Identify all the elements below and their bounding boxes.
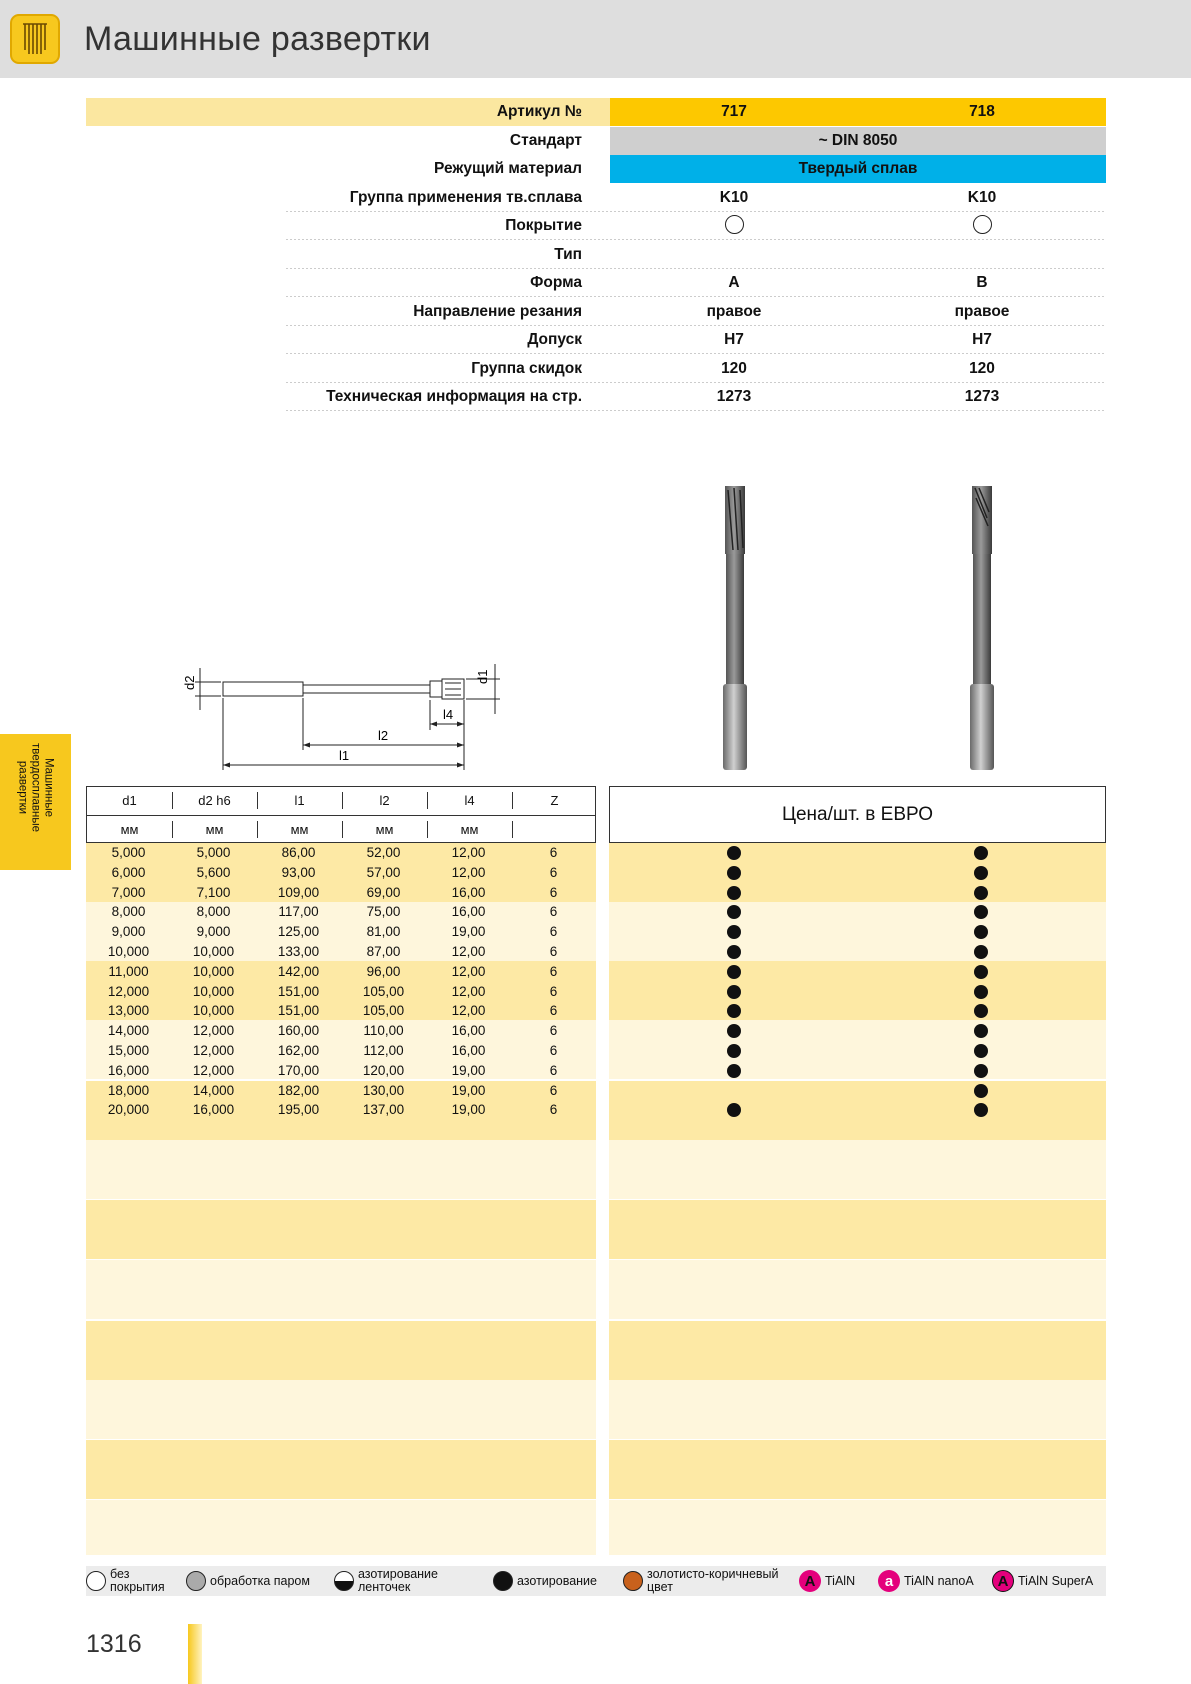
table-band [86,1140,596,1199]
legend-label: золотисто-коричневый цвет [647,1567,779,1594]
col-header-d1: d1 [122,793,137,808]
side-tab-line: Машинные [42,757,55,818]
spec-label: Артикул № [496,103,582,120]
direction-718: правое [954,303,1010,320]
table-band [86,1260,596,1319]
spec-row-discount [86,355,1106,383]
side-tab-label [16,723,55,853]
table-cell: 160,00 [277,1023,320,1039]
gold-brown-icon [623,1571,643,1591]
legend-item-uncoated [86,1566,180,1596]
table-cell: 120,00 [362,1062,405,1078]
table-cell: 12,000 [192,1043,235,1058]
table-cell: 10,000 [192,944,235,959]
group-717: K10 [719,189,749,206]
table-cell: 151,00 [277,1003,320,1019]
table-band [86,1380,596,1439]
table-cell: 112,00 [363,1043,404,1058]
table-band [609,1500,1106,1555]
table-cell: 130,00 [362,1082,405,1098]
form-717: A [728,274,740,291]
table-cell: 7,000 [111,884,146,900]
availability-dot-718 [974,866,988,880]
table-cell: 6 [549,864,558,880]
divider [286,410,1106,411]
uncoated-icon [86,1571,106,1591]
table-cell: 6 [549,1023,558,1039]
table-cell: 18,000 [107,1082,150,1098]
standard-value: ~ DIN 8050 [610,127,1106,155]
table-cell: 5,000 [196,845,231,860]
table-cell: 162,00 [277,1043,320,1058]
table-band [609,961,1106,1020]
table-cell: 8,000 [111,904,146,920]
group-718: K10 [967,189,997,206]
table-cell: 19,00 [451,1082,486,1098]
availability-dot-718 [974,965,988,979]
col-header-l2: l2 [379,793,390,808]
table-cell: 86,00 [281,845,316,860]
availability-dot-718 [974,1064,988,1078]
table-cell: 12,000 [192,1062,235,1078]
table-cell: 105,00 [362,1003,405,1019]
table-cell: 110,00 [363,1023,404,1039]
legend-label: TiAlN nanoA [904,1574,974,1588]
table-cell: 6 [549,1082,558,1098]
table-cell: 6 [549,884,558,900]
table-cell: 6 [549,1043,558,1058]
reamer-technical-drawing [175,650,505,775]
availability-dot-718 [974,886,988,900]
table-cell: 19,00 [451,1102,486,1118]
table-cell: 12,00 [451,983,486,999]
table-cell: 96,00 [366,963,401,979]
table-cell: 151,00 [277,983,320,999]
price-table-header [609,786,1106,843]
table-cell: 195,00 [277,1102,320,1118]
table-cell: 16,000 [192,1102,235,1118]
table-cell: 6 [549,1102,558,1118]
table-cell: 125,00 [277,924,320,940]
table-cell: 12,00 [451,845,486,860]
availability-dot-718 [974,1084,988,1098]
table-cell: 69,00 [366,884,401,900]
article-718: 718 [969,103,995,120]
table-cell: 16,00 [451,884,486,900]
table-band [86,1500,596,1555]
table-cell: 93,00 [281,864,316,880]
page-accent-bar [188,1624,202,1684]
price-header-label: Цена/шт. в ЕВРО [781,804,934,825]
col-divider [512,821,513,838]
availability-dot-717 [727,985,741,999]
reamer-717-image [700,484,770,774]
l1-label: l1 [339,748,350,763]
col-divider [172,792,173,809]
page-number: 1316 [86,1630,142,1658]
legend-label: азотирование ленточек [358,1567,438,1594]
tolerance-718: H7 [972,331,992,348]
table-band [86,1321,596,1380]
col-header-z: Z [550,793,559,808]
table-cell: 12,00 [451,944,486,959]
table-cell: 12,00 [451,864,486,880]
steam-treatment-icon [186,1571,206,1591]
legend-label: TiAlN [825,1574,856,1588]
spec-row-coating [86,212,1106,240]
table-cell: 13,000 [107,1003,150,1019]
table-cell: 9,000 [111,924,146,940]
table-band [609,1440,1106,1499]
spec-label: Покрытие [505,217,582,234]
table-cell: 182,00 [277,1082,320,1098]
nitride-strips-icon [334,1571,354,1591]
form-718: B [976,274,988,291]
legend-item-gold [623,1566,797,1596]
spec-row-tech [86,383,1106,411]
availability-dot-717 [727,945,741,959]
unit-label: мм [120,822,139,837]
table-cell: 87,00 [366,944,401,959]
col-divider [172,821,173,838]
table-band [86,1440,596,1499]
d1-label: d1 [475,669,490,684]
article-717: 717 [721,103,747,120]
spec-row-type [86,241,1106,269]
availability-dot-718 [974,846,988,860]
l4-label: l4 [443,707,454,722]
table-band [609,902,1106,961]
table-cell: 133,00 [277,944,320,959]
spec-label: Допуск [527,331,582,348]
spec-row-form [86,269,1106,297]
tialn-super-icon: A [992,1570,1014,1592]
table-cell: 8,000 [196,904,231,920]
unit-label: мм [375,822,394,837]
side-tab-line: развертки [16,760,29,815]
availability-dot-718 [974,1044,988,1058]
col-header-l1: l1 [294,793,305,808]
col-header-l4: l4 [464,793,475,808]
l2-label: l2 [378,728,389,743]
spec-label: Техническая информация на стр. [326,388,582,405]
d2-label: d2 [182,675,197,690]
table-cell: 75,00 [366,904,401,920]
divider [286,296,1106,297]
table-cell: 6 [549,924,558,940]
col-divider [512,792,513,809]
table-cell: 105,00 [362,983,405,999]
table-cell: 12,000 [107,983,150,999]
col-header-d2: d2 h6 [198,793,231,808]
page-title: Машинные развертки [84,20,431,58]
table-cell: 6 [549,904,558,920]
table-band [609,1380,1106,1439]
tialn-icon: A [799,1570,821,1592]
table-band [609,1081,1106,1140]
legend-label: без покрытия [110,1567,165,1594]
table-cell: 15,000 [107,1043,150,1058]
table-cell: 6 [549,1062,558,1078]
table-cell: 7,100 [196,884,231,900]
unit-label: мм [290,822,309,837]
tialn-nano-icon: a [878,1570,900,1592]
spec-row-tolerance [86,326,1106,354]
table-cell: 137,00 [362,1102,405,1118]
table-cell: 5,600 [196,864,231,880]
spec-label: Форма [530,274,582,291]
divider [286,353,1106,354]
table-cell: 12,00 [451,963,486,979]
unit-label: мм [460,822,479,837]
table-cell: 20,000 [107,1102,150,1118]
table-band [609,1020,1106,1079]
table-band [609,1260,1106,1319]
dimensions-table-header [86,786,596,843]
table-cell: 6 [549,1003,558,1019]
spec-label: Группа применения тв.сплава [349,189,582,206]
table-cell: 16,000 [107,1062,150,1078]
table-cell: 117,00 [278,904,319,920]
spec-label: Тип [554,246,582,263]
discount-717: 120 [721,360,747,377]
unit-label: мм [205,822,224,837]
table-cell: 57,00 [366,864,401,880]
table-cell: 19,00 [451,924,486,940]
header-divider [87,815,595,816]
material-value: Твердый сплав [610,155,1106,183]
table-cell: 5,000 [111,845,146,860]
availability-dot-717 [727,886,741,900]
table-band [609,1321,1106,1380]
table-cell: 6,000 [111,864,146,880]
col-divider [427,792,428,809]
spec-row-material [86,155,1106,183]
table-cell: 109,00 [277,884,320,900]
table-cell: 10,000 [192,1003,235,1019]
table-cell: 170,00 [277,1062,320,1078]
table-cell: 12,000 [192,1023,235,1039]
nitride-icon [493,1571,513,1591]
table-band [609,1200,1106,1259]
tech-717: 1273 [716,388,752,405]
spec-label: Направление резания [413,303,582,320]
side-tab-line: твердосплавные [29,742,42,833]
table-cell: 10,000 [107,944,150,959]
col-divider [257,821,258,838]
spec-row-direction [86,298,1106,326]
table-cell: 14,000 [107,1023,150,1039]
coating-717 [610,212,858,240]
table-cell: 9,000 [196,924,231,940]
tech-718: 1273 [964,388,1000,405]
availability-dot-718 [974,945,988,959]
spec-row-standard [86,127,1106,155]
discount-718: 120 [969,360,995,377]
legend-item-tialn-super [992,1566,1093,1596]
table-cell: 16,00 [451,1023,486,1039]
spec-label: Группа скидок [471,360,582,377]
reamer-718-image [947,484,1017,774]
divider [286,239,1106,240]
coating-legend [86,1566,1106,1596]
table-cell: 10,000 [192,983,235,999]
table-cell: 6 [549,845,558,860]
col-divider [342,792,343,809]
coating-718 [858,212,1106,240]
spec-label: Режущий материал [434,160,582,177]
table-cell: 19,00 [451,1062,486,1078]
availability-dot-718 [974,985,988,999]
table-cell: 12,00 [451,1003,486,1019]
legend-label: обработка паром [210,1574,310,1588]
uncoated-icon [973,215,992,234]
table-band [609,1140,1106,1199]
table-cell: 142,00 [277,963,320,979]
availability-dot-717 [727,1044,741,1058]
spec-label: Стандарт [509,132,582,149]
legend-item-tialn [799,1566,855,1596]
uncoated-icon [725,215,744,234]
col-divider [257,792,258,809]
availability-dot-717 [727,866,741,880]
table-cell: 11,000 [108,963,149,979]
table-cell: 52,00 [366,845,401,860]
table-cell: 14,000 [192,1082,235,1098]
table-cell: 16,00 [451,1043,486,1058]
legend-item-nitride [493,1566,597,1596]
table-cell: 6 [549,944,558,959]
table-band [609,843,1106,902]
legend-label: азотирование [517,1574,597,1588]
col-divider [342,821,343,838]
availability-dot-717 [727,1064,741,1078]
table-cell: 6 [549,983,558,999]
table-cell: 6 [549,963,558,979]
legend-item-tialn-nano [878,1566,974,1596]
table-band [86,1200,596,1259]
tolerance-717: H7 [724,331,744,348]
table-cell: 10,000 [192,963,235,979]
legend-item-steam [186,1566,310,1596]
col-divider [427,821,428,838]
direction-717: правое [706,303,762,320]
spec-row-article [86,98,1106,126]
reamer-logo-icon [10,14,60,64]
table-cell: 16,00 [451,904,486,920]
table-cell: 81,00 [366,924,401,940]
legend-label: TiAlN SuperA [1018,1574,1094,1588]
legend-item-nitride-strips [334,1566,458,1596]
availability-dot-717 [727,965,741,979]
availability-dot-717 [727,846,741,860]
spec-row-group [86,184,1106,212]
